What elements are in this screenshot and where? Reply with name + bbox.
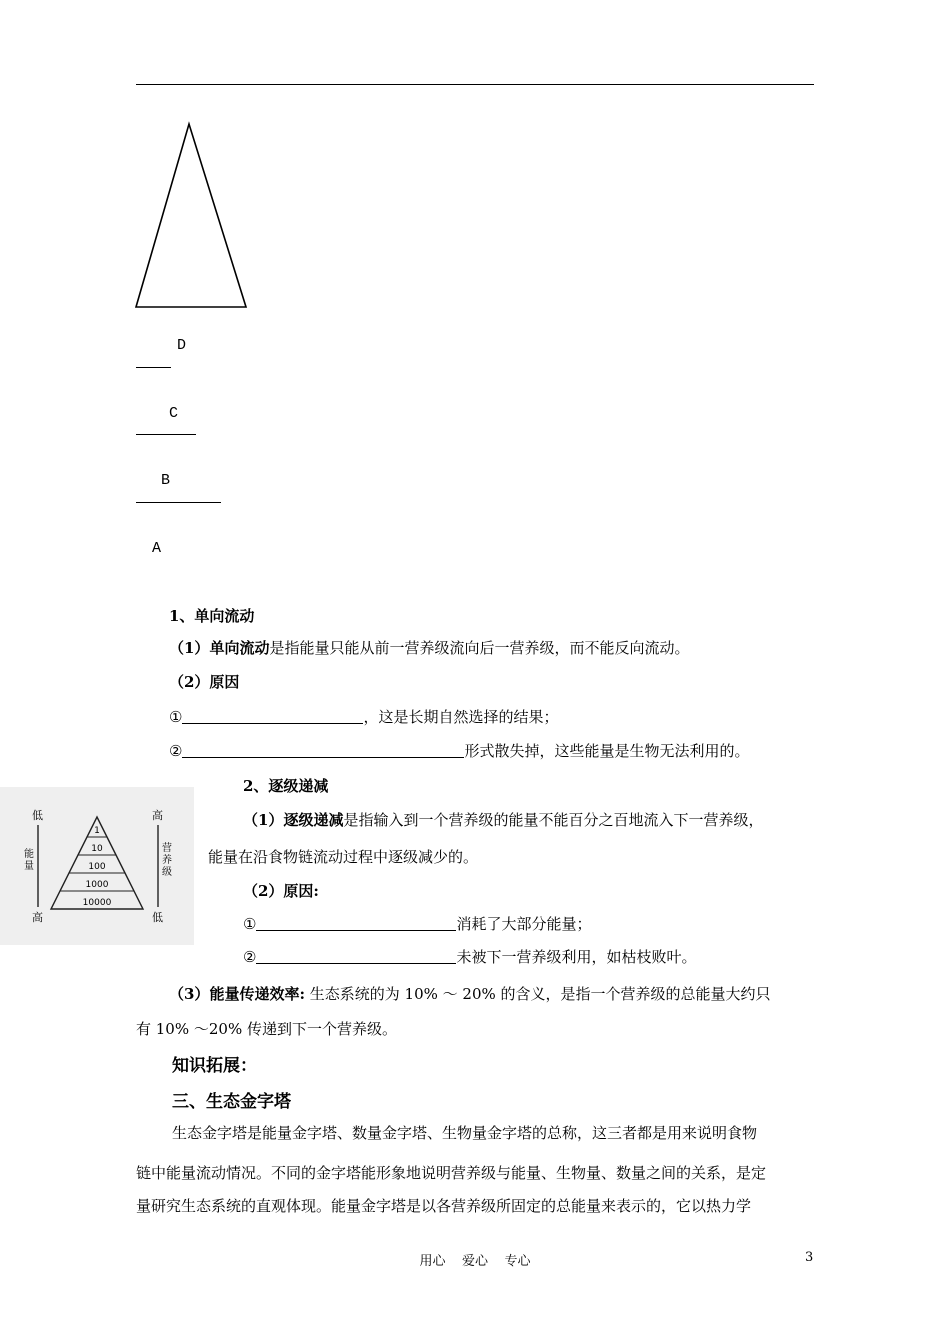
s2-para-1a [243,809,763,831]
s2-p3-text-a: 生态系统的为 10% ～ 20% 的含义，是指一个营养级的总能量大约只 [304,985,771,1003]
s2-para-3a [169,983,771,1005]
s2-p1-text-a: 是指输入到一个营养级的能量不能百分之百地流入下一营养级， [343,811,764,829]
label-d: D [177,337,187,354]
left-axis-label: 能量 [24,849,34,872]
s1-reason-1 [169,706,558,728]
s2-p1-num: （1） [243,811,284,829]
right-top-label: 高 [152,809,163,822]
page-number: 3 [805,1250,814,1265]
ext-line-2: 链中能量流动情况。不同的金字塔能形象地说明营养级与能量、生物量、数量之间的关系，是定 [136,1164,767,1182]
pyramid-level-10000: 10000 [82,898,112,908]
right-axis-label: 营养级 [162,843,172,878]
footer-center: 用心 爱心 专心 [419,1254,531,1269]
pyramid-level-1: 1 [94,826,100,836]
s1-r1-blank[interactable] [182,707,363,724]
section-3-title: 三、生态金字塔 [172,1092,291,1112]
s1-r2-blank[interactable] [182,741,464,758]
section-2-title: 2、逐级递减 [243,777,329,795]
label-b: B [161,472,171,489]
s1-p1-num: （1） [169,639,210,657]
s2-r2-text: 未被下一营养级利用，如枯枝败叶。 [456,948,697,966]
s2-r1-blank[interactable] [256,914,456,931]
right-bottom-label: 低 [152,911,163,924]
s1-p1-term: 单向流动 [209,639,270,657]
pyramid-level-1000: 1000 [85,880,109,890]
label-c: C [169,405,179,422]
s1-p1-text: 是指能量只能从前一营养级流向后一营养级，而不能反向流动。 [269,639,690,657]
s2-reason-2 [243,946,696,968]
extension-heading: 知识拓展： [172,1056,257,1076]
underline-d [136,367,171,368]
pyramid-level-100: 100 [88,862,106,872]
s1-reason-2 [169,740,749,762]
s2-para-2: （2）原因: [243,882,319,900]
s1-para-2: （2）原因 [169,673,240,691]
s2-r1-text: 消耗了大部分能量； [456,915,592,933]
pyramid-level-10: 10 [91,844,103,854]
s1-r2-text: 形式散失掉，这些能量是生物无法利用的。 [464,742,750,760]
s2-para-1b: 能量在沿食物链流动过程中逐级减少的。 [208,848,479,866]
s1-para-1 [169,637,689,659]
s2-p1-term: 逐级递减 [283,811,344,829]
left-bottom-label: 高 [32,911,43,924]
header-rule [136,84,814,85]
left-top-label: 低 [32,809,43,822]
s2-r2-mark: ② [243,948,257,966]
s2-p3-num: （3） [169,985,210,1003]
s2-p3-term: 能量传递效率: [209,985,305,1003]
s2-para-3b: 有 10% ～20% 传递到下一个营养级。 [136,1020,397,1038]
s1-r1-mark: ① [169,708,183,726]
s1-r1-text: ，这是长期自然选择的结果； [363,708,559,726]
label-a: A [152,540,162,557]
s2-reason-1 [243,913,591,935]
triangle-figure [130,120,254,312]
section-1-title: 1、单向流动 [169,607,255,625]
triangle-outline [136,124,246,307]
s1-r2-mark: ② [169,742,183,760]
energy-pyramid-figure [0,787,194,945]
ext-line-1: 生态金字塔是能量金字塔、数量金字塔、生物量金字塔的总称，这三者都是用来说明食物 [172,1124,758,1142]
underline-b [136,502,221,503]
s2-r1-mark: ① [243,915,257,933]
ext-line-3: 量研究生态系统的直观体现。能量金字塔是以各营养级所固定的总能量来表示的，它以热力学 [136,1197,752,1215]
underline-c [136,434,196,435]
s2-r2-blank[interactable] [256,947,456,964]
